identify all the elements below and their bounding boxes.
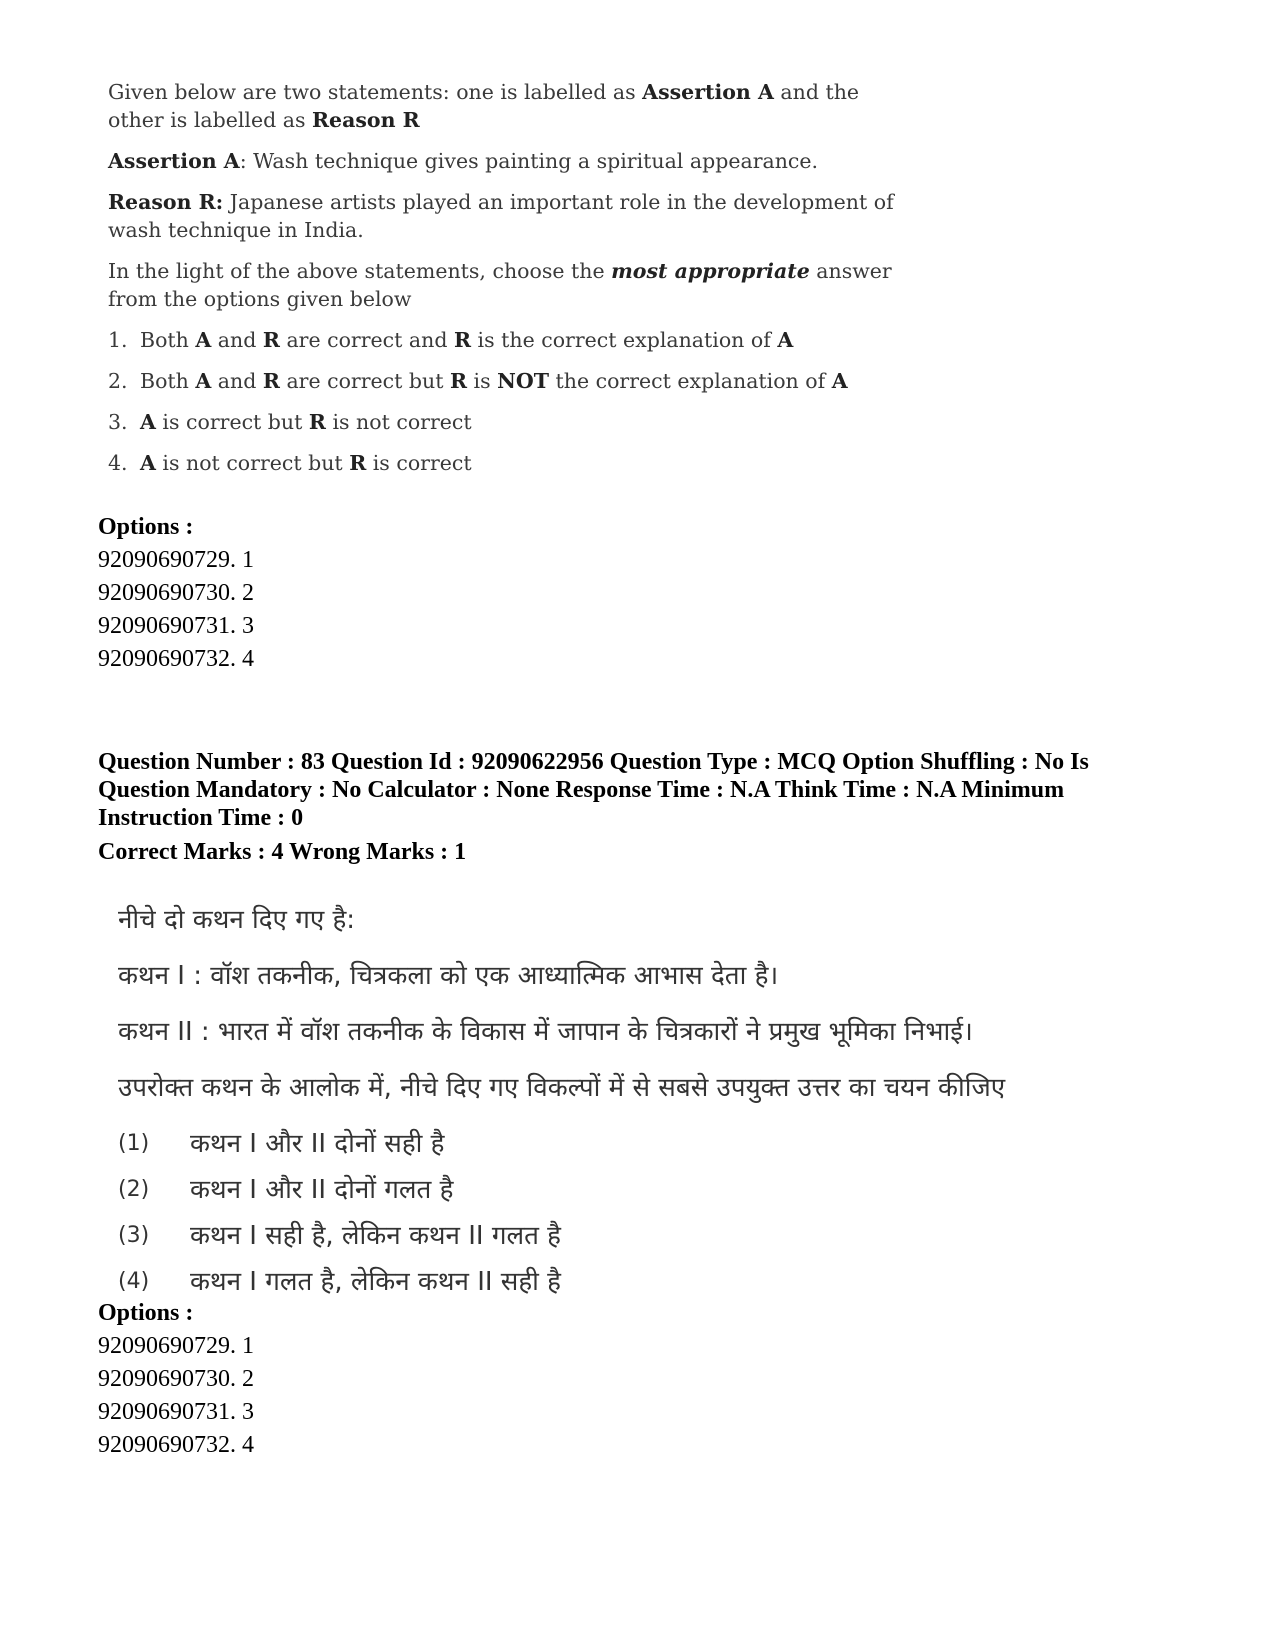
option-item: 92090690730. 2 bbox=[98, 580, 254, 606]
option-item: 92090690729. 1 bbox=[98, 547, 254, 573]
choice-number: (4) bbox=[118, 1269, 150, 1294]
choice-number: (2) bbox=[118, 1177, 150, 1202]
reason-label: Reason R: bbox=[108, 190, 224, 214]
choice-text: Both A and R are correct and R is the correct explanation of A bbox=[140, 328, 794, 352]
choice-item bbox=[108, 449, 898, 477]
assertion-text: : Wash technique gives painting a spiritual appearance. bbox=[239, 149, 819, 173]
assertion-label: Assertion A bbox=[108, 149, 240, 173]
option-item: 92090690732. 4 bbox=[98, 646, 254, 672]
choice-text: कथन I और II दोनों सही है bbox=[190, 1129, 445, 1159]
question-hindi bbox=[118, 900, 1118, 1308]
options-list bbox=[98, 511, 498, 676]
intro-text-1: Given below are two statements: one is labelled as bbox=[108, 80, 643, 104]
hindi-statement-2: कथन II : भारत में वॉश तकनीक के विकास में जापान के चित्रकारों ने प्रमुख भूमिका निभाई। bbox=[118, 1017, 973, 1047]
choice-text: Both A and R are correct but R is NOT the correct explanation of A bbox=[140, 369, 848, 393]
reason-statement bbox=[108, 188, 898, 244]
choice-number: 3. bbox=[108, 410, 128, 434]
question-intro bbox=[108, 78, 898, 134]
option-item: 92090690730. 2 bbox=[98, 1366, 254, 1392]
meta-line: Instruction Time : 0 bbox=[98, 805, 304, 831]
choice-number: 4. bbox=[108, 451, 128, 475]
option-item: 92090690731. 3 bbox=[98, 613, 254, 639]
assertion-statement bbox=[108, 147, 898, 175]
question-instruction bbox=[108, 257, 898, 313]
choice-text: A is correct but R is not correct bbox=[140, 410, 472, 434]
choice-text: A is not correct but R is correct bbox=[140, 451, 472, 475]
options-heading: Options : bbox=[98, 514, 194, 540]
options-heading: Options : bbox=[98, 1300, 194, 1326]
question-english bbox=[108, 78, 898, 490]
hindi-instruction: उपरोक्त कथन के आलोक में, नीचे दिए गए विकल्पों में से सबसे उपयुक्त उत्तर का चयन कीजिए bbox=[118, 1073, 1006, 1103]
option-item: 92090690732. 4 bbox=[98, 1432, 254, 1458]
choice-number: 1. bbox=[108, 328, 128, 352]
meta-line: Question Mandatory : No Calculator : None Response Time : N.A Think Time : N.A Minimum bbox=[98, 777, 1065, 803]
question-meta bbox=[98, 748, 1198, 866]
hindi-choice-item bbox=[118, 1216, 1118, 1262]
choice-text: कथन I गलत है, लेकिन कथन II सही है bbox=[190, 1267, 561, 1297]
instruction-text-1: In the light of the above statements, choose the bbox=[108, 259, 612, 283]
choice-item bbox=[108, 408, 898, 436]
options-list bbox=[98, 1297, 498, 1462]
instruction-emphasis: most appropriate bbox=[611, 259, 810, 283]
intro-bold-reason: Reason R bbox=[312, 108, 420, 132]
intro-bold-assertion: Assertion A bbox=[642, 80, 774, 104]
option-item: 92090690729. 1 bbox=[98, 1333, 254, 1359]
choice-number: 2. bbox=[108, 369, 128, 393]
choice-number: (3) bbox=[118, 1223, 150, 1248]
instruction-text-2: answer from the options given below bbox=[108, 259, 892, 311]
hindi-choice-item bbox=[118, 1124, 1118, 1170]
meta-line: Question Number : 83 Question Id : 92090622956 Question Type : MCQ Option Shuffling : No Is bbox=[98, 749, 1089, 775]
hindi-intro: नीचे दो कथन दिए गए है: bbox=[118, 905, 356, 935]
intro-text-2: and the other is labelled as bbox=[108, 80, 860, 132]
choice-number: (1) bbox=[118, 1131, 150, 1156]
marks-info: Correct Marks : 4 Wrong Marks : 1 bbox=[98, 839, 467, 865]
option-item: 92090690731. 3 bbox=[98, 1399, 254, 1425]
choice-item bbox=[108, 326, 898, 354]
hindi-statement-1: कथन I : वॉश तकनीक, चित्रकला को एक आध्यात्मिक आभास देता है। bbox=[118, 961, 779, 991]
choice-text: कथन I और II दोनों गलत है bbox=[190, 1175, 454, 1205]
choice-item bbox=[108, 367, 898, 395]
reason-text: Japanese artists played an important role in the development of wash technique in India. bbox=[108, 190, 894, 242]
choice-text: कथन I सही है, लेकिन कथन II गलत है bbox=[190, 1221, 561, 1251]
hindi-choice-item bbox=[118, 1170, 1118, 1216]
